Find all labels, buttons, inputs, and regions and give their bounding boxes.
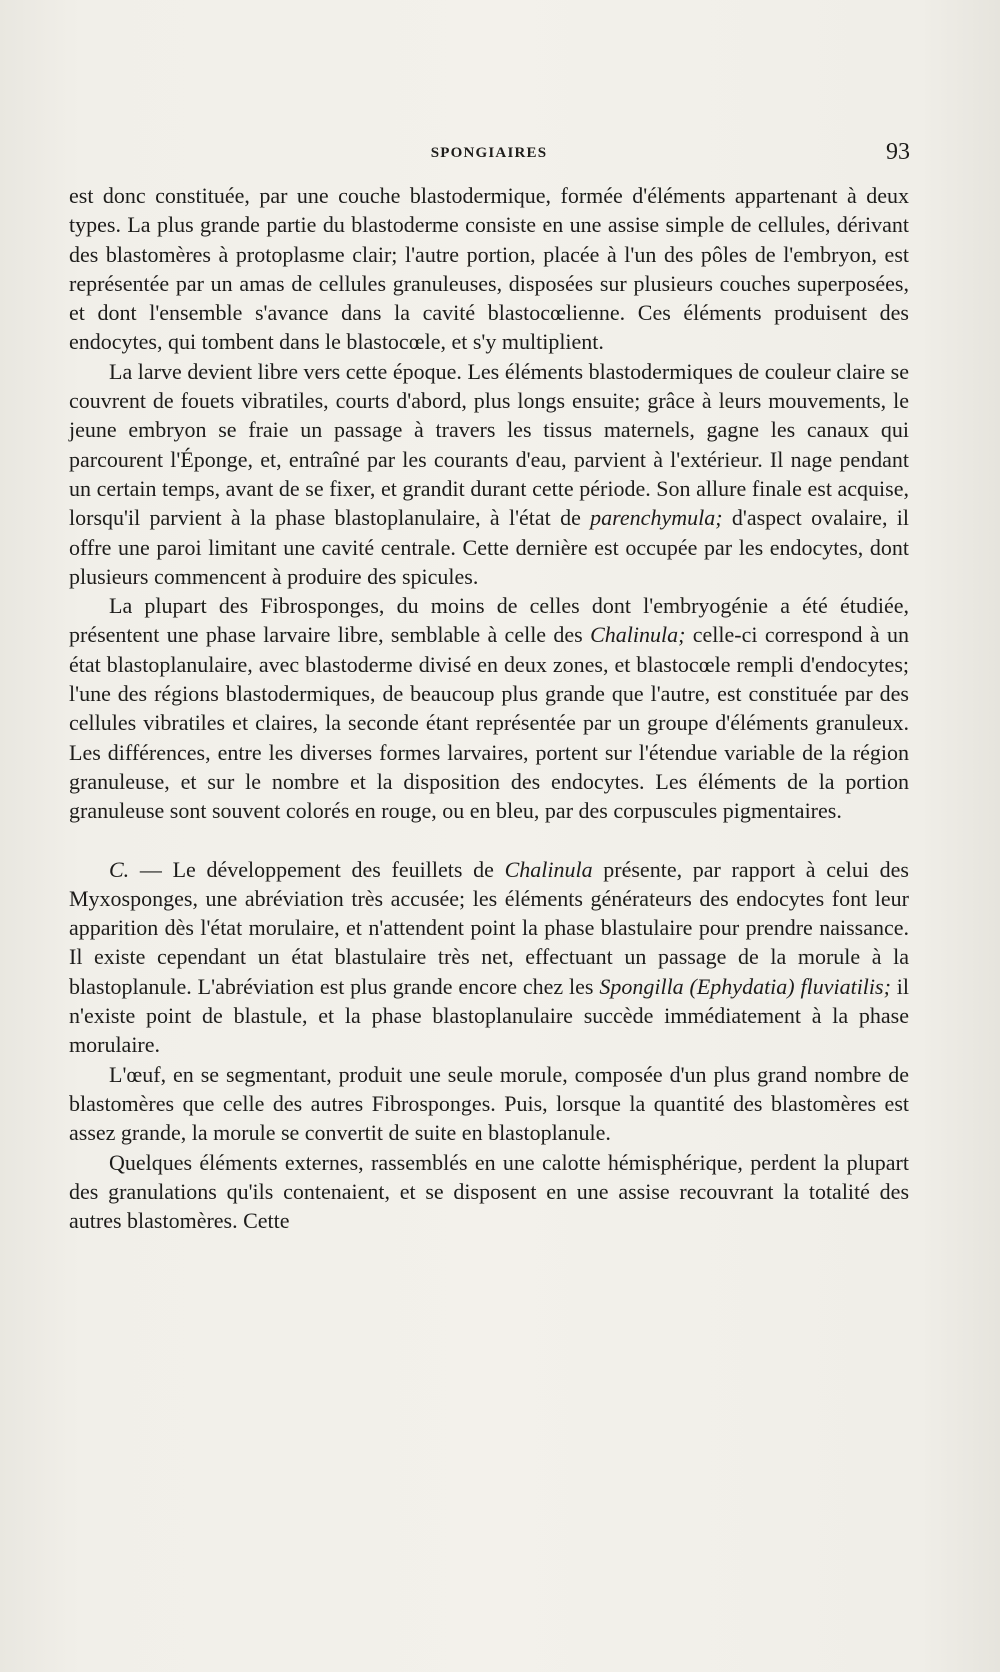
section-letter: C.	[109, 856, 130, 882]
paragraph-text: d'aspect ovalaire, il offre une paroi limitant une cavité centrale. Cette dernière est occupée par les endocytes, dont plusieurs commencent à produire des spicules.	[69, 505, 909, 589]
paragraph-egg-segmentation	[69, 1060, 909, 1148]
page-header	[68, 139, 910, 167]
paragraph-text: L'œuf, en se segmentant, produit une seule morule, composée d'un plus grand nombre de blastomères que celle des autres Fibrosponges. Puis, lorsque la quantité des blastomères est assez grande, la morule se convertit de suite en blastoplanule.	[69, 1061, 909, 1146]
running-head: SPONGIAIRES	[430, 145, 548, 161]
paragraph-text: — Le développement des feuillets de	[129, 856, 505, 882]
italic-term: parenchymula;	[590, 505, 723, 531]
italic-term: Chalinula;	[590, 622, 686, 648]
paragraph-text: il n'existe point de blastule, et la phase blastoplanulaire succède immédiatement à la phase morulaire.	[69, 973, 910, 1058]
paragraph-text: La plupart des Fibrosponges, du moins de celles dont l'embryogénie a été étudiée, présentent une phase larvaire libre, semblable à celle des	[69, 593, 909, 648]
paragraph-text: Quelques éléments externes, rassemblés en une calotte hémisphérique, perdent la plupart des granulations qu'ils contenaient, et se disposent en une assise recouvrant la totalité des autres blastomères. Cette	[69, 1149, 909, 1234]
body-text	[69, 181, 909, 1235]
paragraph-fibrosponges	[69, 591, 909, 825]
paragraph-text: est donc constituée, par une couche blastodermique, formée d'éléments appartenant à deux types. La plus grande partie du blastoderme consiste en une assise simple de cellules, dérivant des blastomères à protoplasme clair; l'autre portion, placée à l'un des pôles de l'embryon, est représentée par un amas de cellules granuleuses, disposées sur plusieurs couches superposées, et dont l'ensemble s'avance dans la cavité blastocœlienne. Ces éléments produisent des endocytes, qui tombent dans le blastocœle, et s'y multiplient.	[69, 183, 909, 355]
paragraph-text: présente, par rapport à celui des Myxosponges, une abréviation très accusée; les éléments générateurs des endocytes font leur apparition dès l'état morulaire, et n'attendent point la phase blastulaire pour prendre naissance. Il existe cependant un état blastulaire très net, effectuant un passage de la morule à la blastoplanule. L'abréviation est plus grande encore chez les	[69, 856, 909, 999]
paragraph-larva-free	[69, 357, 909, 591]
paragraph-external-elements	[69, 1148, 909, 1236]
paragraph-continuation	[69, 181, 909, 357]
paragraph-text: La larve devient libre vers cette époque. Les éléments blastodermiques de couleur claire se couvrent de fouets vibratiles, courts d'abord, plus longs ensuite; grâce à leurs mouvements, le jeune embryon se fraie un passage à travers les tissus maternels, gagne les canaux qui parcourent l'Éponge, et, entraîné par les courants d'eau, parvient à l'extérieur. Il nage pendant un certain temps, avant de se fixer, et grandit durant cette période. Son allure finale est acquise, lorsqu'il parvient à la phase blastoplanulaire, à l'état de	[69, 358, 909, 531]
paragraph-section-c	[69, 855, 909, 1060]
page-number: 93	[886, 139, 910, 165]
paragraph-text: celle-ci correspond à un état blastoplanulaire, avec blastoderme divisé en deux zones, et blastocœle rempli d'endocytes; l'une des régions blastodermiques, de beaucoup plus grande que l'autre, est constituée par des cellules vibratiles et claires, la seconde étant représentée par un groupe d'éléments granuleux. Les différences, entre les diverses formes larvaires, portent sur l'étendue variable de la région granuleuse, et sur le nombre et la disposition des endocytes. Les éléments de la portion granuleuse sont souvent colorés en rouge, ou en bleu, par des corpuscules pigmentaires.	[69, 622, 909, 824]
italic-term: Chalinula	[504, 856, 593, 882]
italic-term: Spongilla (Ephydatia) fluviatilis;	[599, 973, 891, 999]
